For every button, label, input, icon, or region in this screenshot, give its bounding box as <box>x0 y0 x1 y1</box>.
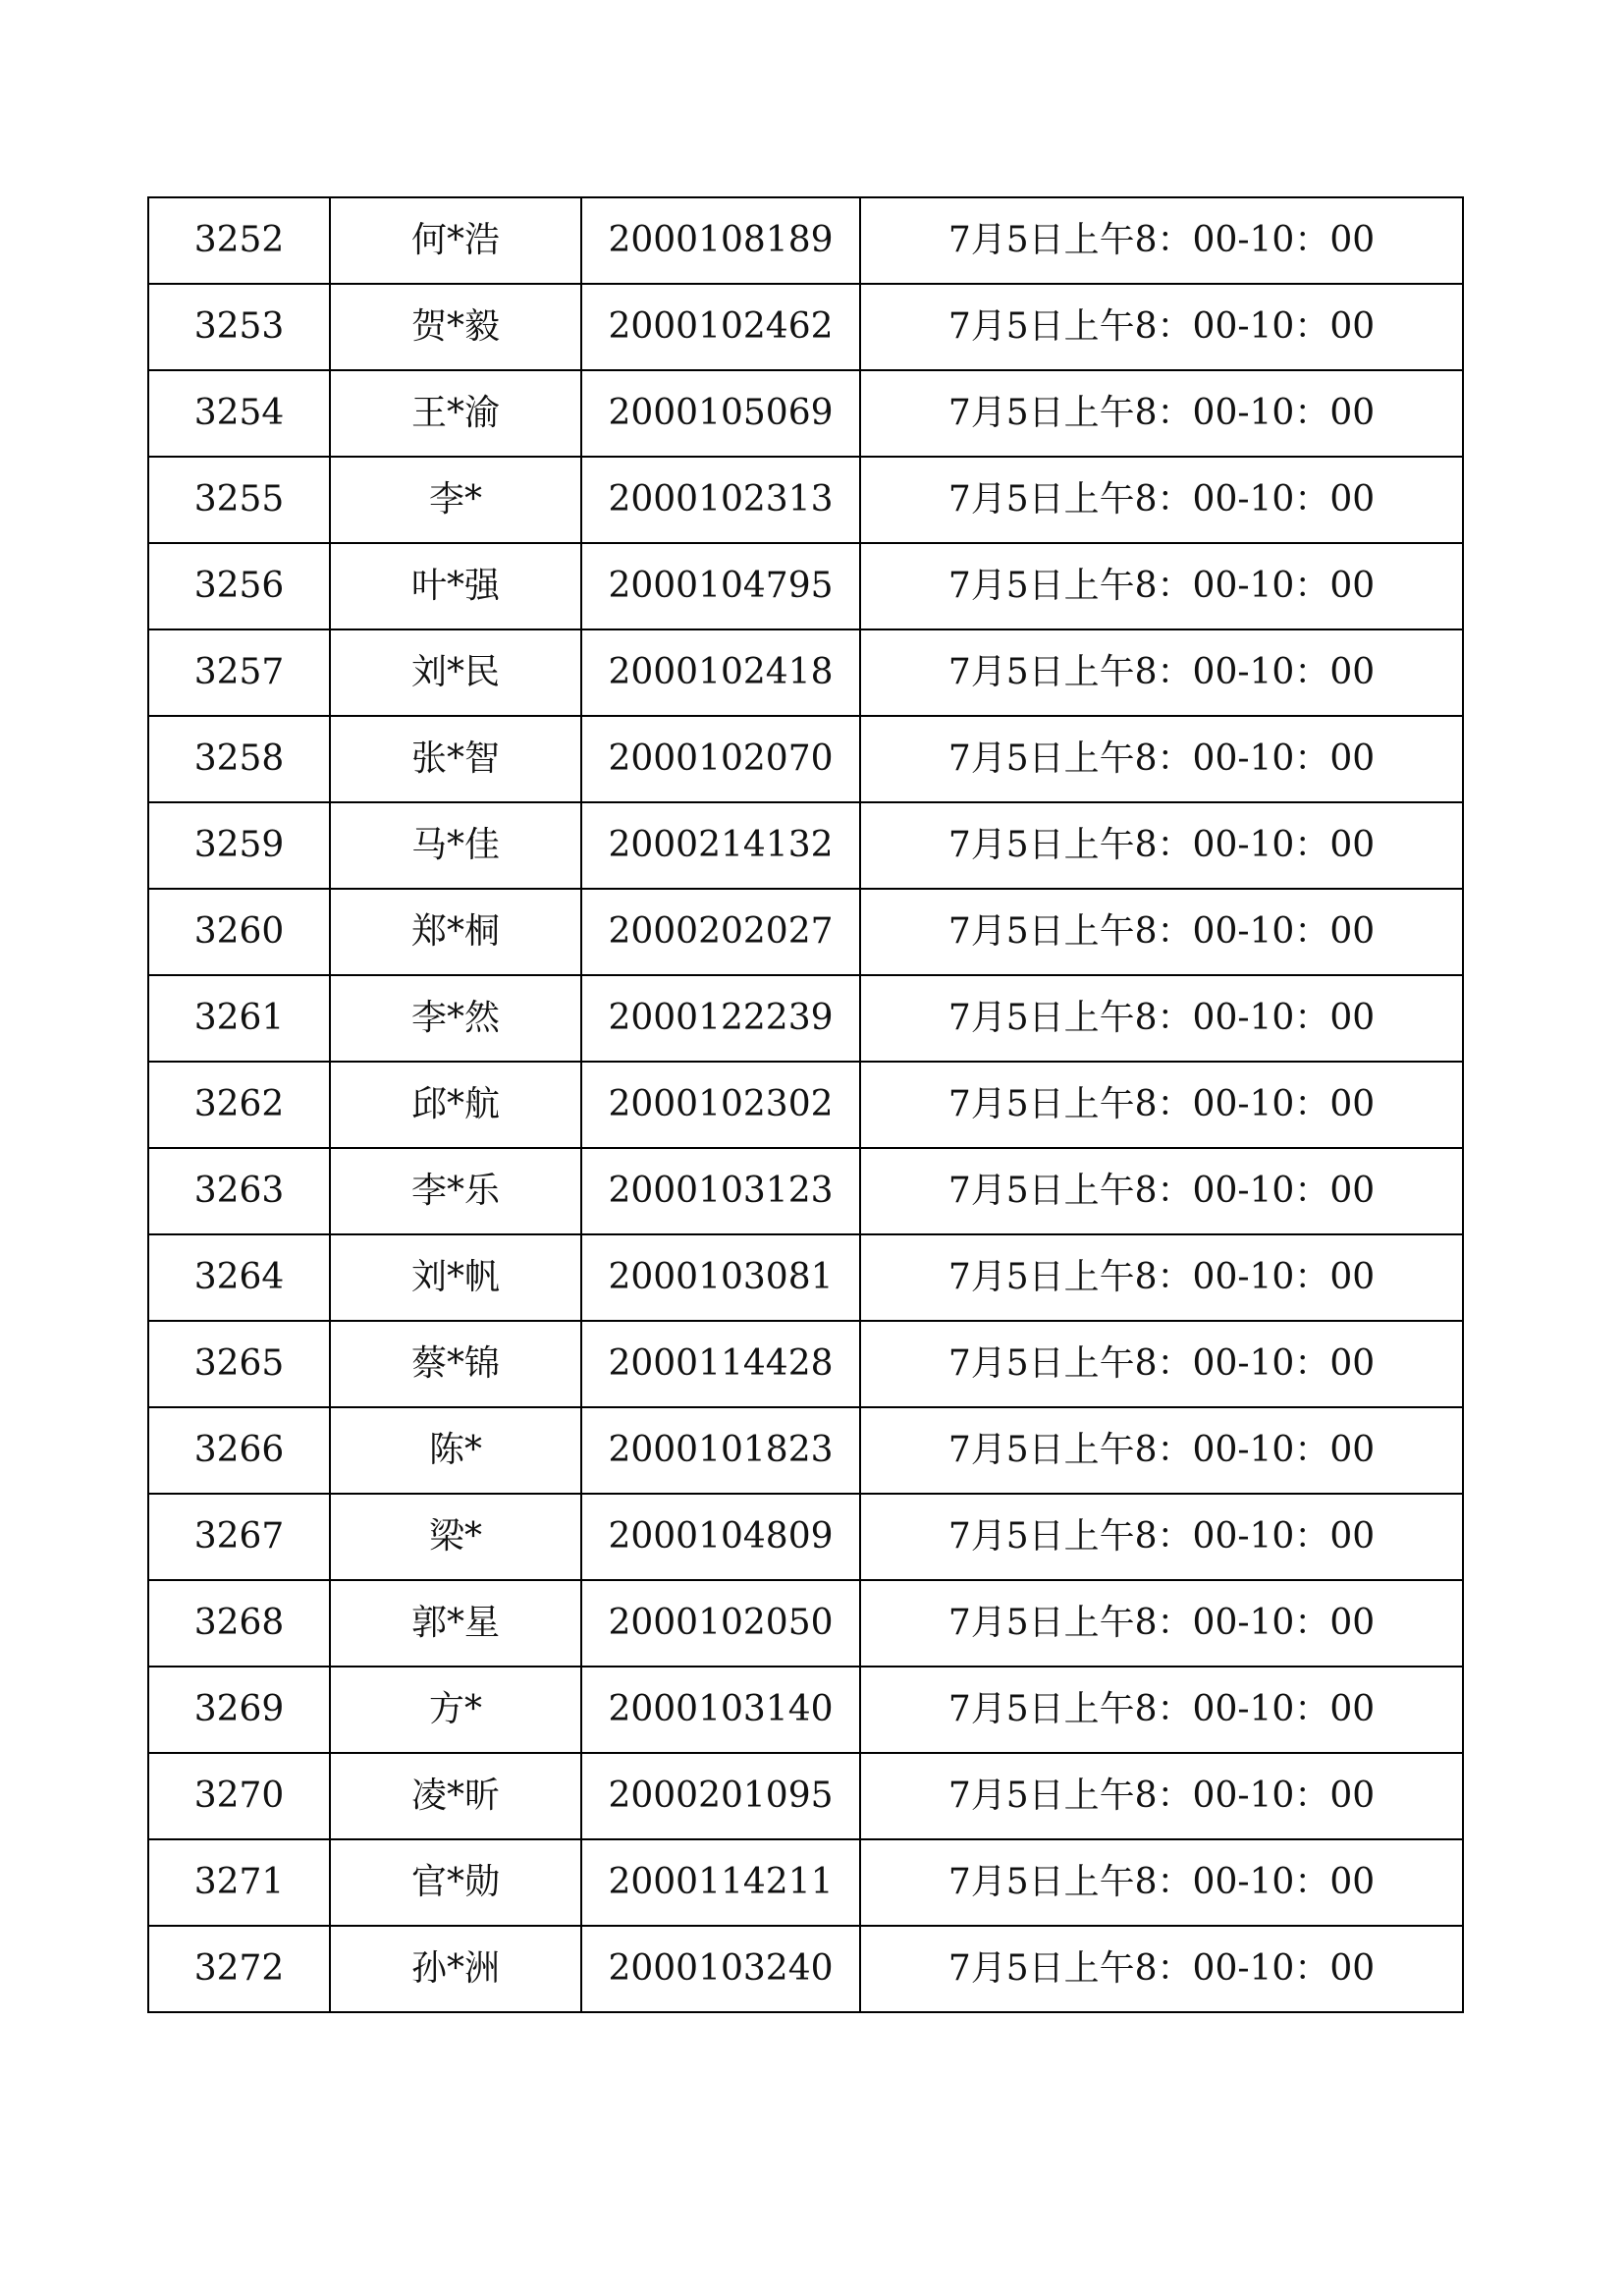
table-row <box>148 889 1463 975</box>
name-cell: 刘*帆 <box>330 1234 581 1321</box>
table-row <box>148 1062 1463 1148</box>
time-cell: 7月5日上午8：00-10：00 <box>860 802 1463 889</box>
time-cell: 7月5日上午8：00-10：00 <box>860 716 1463 802</box>
name-cell: 张*智 <box>330 716 581 802</box>
seq-cell: 3252 <box>148 197 330 284</box>
table-row <box>148 543 1463 629</box>
name-cell: 陈* <box>330 1407 581 1494</box>
seq-cell: 3268 <box>148 1580 330 1667</box>
time-cell: 7月5日上午8：00-10：00 <box>860 1407 1463 1494</box>
time-cell: 7月5日上午8：00-10：00 <box>860 457 1463 543</box>
table-row <box>148 1321 1463 1407</box>
seq-cell: 3256 <box>148 543 330 629</box>
table-row <box>148 802 1463 889</box>
id-cell: 2000122239 <box>581 975 860 1062</box>
seq-cell: 3272 <box>148 1926 330 2012</box>
id-cell: 2000101823 <box>581 1407 860 1494</box>
id-cell: 2000103240 <box>581 1926 860 2012</box>
name-cell: 蔡*锦 <box>330 1321 581 1407</box>
time-cell: 7月5日上午8：00-10：00 <box>860 1148 1463 1234</box>
seq-cell: 3263 <box>148 1148 330 1234</box>
time-cell: 7月5日上午8：00-10：00 <box>860 1839 1463 1926</box>
time-cell: 7月5日上午8：00-10：00 <box>860 1753 1463 1839</box>
time-cell: 7月5日上午8：00-10：00 <box>860 370 1463 457</box>
table-row <box>148 457 1463 543</box>
id-cell: 2000114428 <box>581 1321 860 1407</box>
time-cell: 7月5日上午8：00-10：00 <box>860 889 1463 975</box>
seq-cell: 3257 <box>148 629 330 716</box>
name-cell: 孙*洲 <box>330 1926 581 2012</box>
time-cell: 7月5日上午8：00-10：00 <box>860 1926 1463 2012</box>
id-cell: 2000102418 <box>581 629 860 716</box>
id-cell: 2000104809 <box>581 1494 860 1580</box>
id-cell: 2000103081 <box>581 1234 860 1321</box>
seq-cell: 3264 <box>148 1234 330 1321</box>
seq-cell: 3258 <box>148 716 330 802</box>
time-cell: 7月5日上午8：00-10：00 <box>860 543 1463 629</box>
time-cell: 7月5日上午8：00-10：00 <box>860 1062 1463 1148</box>
seq-cell: 3269 <box>148 1667 330 1753</box>
name-cell: 李* <box>330 457 581 543</box>
table-row <box>148 629 1463 716</box>
seq-cell: 3267 <box>148 1494 330 1580</box>
time-cell: 7月5日上午8：00-10：00 <box>860 1234 1463 1321</box>
id-cell: 2000214132 <box>581 802 860 889</box>
name-cell: 方* <box>330 1667 581 1753</box>
time-cell: 7月5日上午8：00-10：00 <box>860 284 1463 370</box>
id-cell: 2000104795 <box>581 543 860 629</box>
seq-cell: 3266 <box>148 1407 330 1494</box>
id-cell: 2000102302 <box>581 1062 860 1148</box>
time-cell: 7月5日上午8：00-10：00 <box>860 1667 1463 1753</box>
id-cell: 2000102313 <box>581 457 860 543</box>
table-row <box>148 1753 1463 1839</box>
seq-cell: 3265 <box>148 1321 330 1407</box>
table-row <box>148 284 1463 370</box>
schedule-table-body <box>148 197 1463 2012</box>
seq-cell: 3254 <box>148 370 330 457</box>
name-cell: 李*乐 <box>330 1148 581 1234</box>
id-cell: 2000202027 <box>581 889 860 975</box>
name-cell: 贺*毅 <box>330 284 581 370</box>
time-cell: 7月5日上午8：00-10：00 <box>860 1321 1463 1407</box>
name-cell: 梁* <box>330 1494 581 1580</box>
id-cell: 2000201095 <box>581 1753 860 1839</box>
table-row <box>148 1234 1463 1321</box>
name-cell: 邱*航 <box>330 1062 581 1148</box>
time-cell: 7月5日上午8：00-10：00 <box>860 975 1463 1062</box>
schedule-table <box>147 196 1464 2013</box>
time-cell: 7月5日上午8：00-10：00 <box>860 197 1463 284</box>
time-cell: 7月5日上午8：00-10：00 <box>860 629 1463 716</box>
name-cell: 王*渝 <box>330 370 581 457</box>
id-cell: 2000103123 <box>581 1148 860 1234</box>
table-row <box>148 1407 1463 1494</box>
table-row <box>148 1926 1463 2012</box>
id-cell: 2000102070 <box>581 716 860 802</box>
table-row <box>148 197 1463 284</box>
table-row <box>148 1839 1463 1926</box>
seq-cell: 3271 <box>148 1839 330 1926</box>
seq-cell: 3259 <box>148 802 330 889</box>
name-cell: 李*然 <box>330 975 581 1062</box>
table-row <box>148 1148 1463 1234</box>
seq-cell: 3253 <box>148 284 330 370</box>
table-row <box>148 370 1463 457</box>
name-cell: 郭*星 <box>330 1580 581 1667</box>
name-cell: 刘*民 <box>330 629 581 716</box>
name-cell: 何*浩 <box>330 197 581 284</box>
time-cell: 7月5日上午8：00-10：00 <box>860 1580 1463 1667</box>
name-cell: 叶*强 <box>330 543 581 629</box>
seq-cell: 3270 <box>148 1753 330 1839</box>
name-cell: 郑*桐 <box>330 889 581 975</box>
seq-cell: 3262 <box>148 1062 330 1148</box>
table-row <box>148 1494 1463 1580</box>
id-cell: 2000102050 <box>581 1580 860 1667</box>
id-cell: 2000102462 <box>581 284 860 370</box>
id-cell: 2000103140 <box>581 1667 860 1753</box>
time-cell: 7月5日上午8：00-10：00 <box>860 1494 1463 1580</box>
name-cell: 马*佳 <box>330 802 581 889</box>
name-cell: 官*勋 <box>330 1839 581 1926</box>
seq-cell: 3261 <box>148 975 330 1062</box>
seq-cell: 3260 <box>148 889 330 975</box>
table-row <box>148 1580 1463 1667</box>
id-cell: 2000114211 <box>581 1839 860 1926</box>
table-row <box>148 1667 1463 1753</box>
name-cell: 凌*昕 <box>330 1753 581 1839</box>
seq-cell: 3255 <box>148 457 330 543</box>
table-row <box>148 716 1463 802</box>
id-cell: 2000105069 <box>581 370 860 457</box>
id-cell: 2000108189 <box>581 197 860 284</box>
table-row <box>148 975 1463 1062</box>
